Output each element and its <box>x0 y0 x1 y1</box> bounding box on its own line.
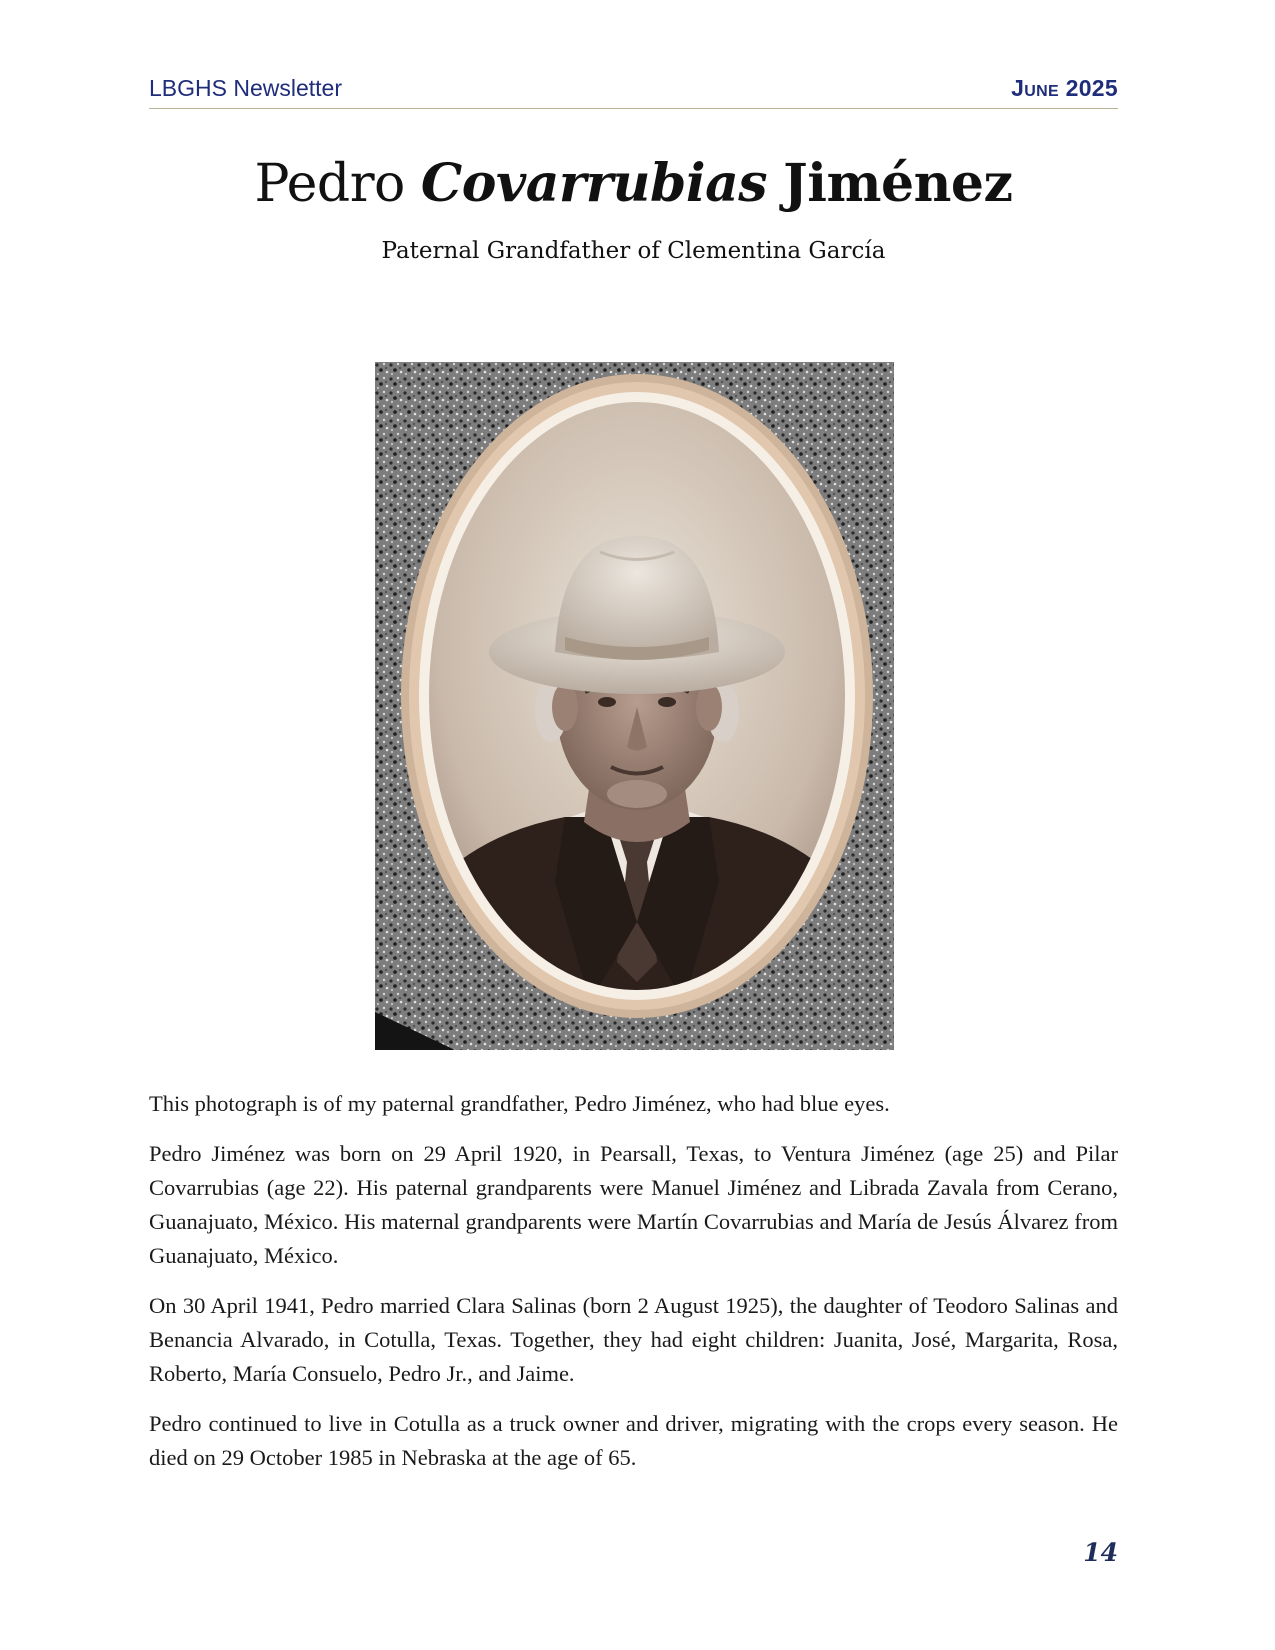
article-subtitle: Paternal Grandfather of Clementina García <box>381 238 886 264</box>
portrait-photograph <box>375 362 894 1050</box>
article-body <box>149 1087 1118 1491</box>
title-given-name: Pedro <box>254 154 405 214</box>
paragraph-photo-caption: This photograph is of my paternal grandfather, Pedro Jiménez, who had blue eyes. <box>149 1091 890 1116</box>
paragraph-death: Pedro continued to live in Cotulla as a truck owner and driver, migrating with the crops every season. He died on 29 October 1985 in Nebraska at the age of 65. <box>149 1411 1118 1470</box>
issue-date: June 2025 <box>1011 75 1118 101</box>
page-header <box>149 72 1118 109</box>
paragraph-birth: Pedro Jiménez was born on 29 April 1920, in Pearsall, Texas, to Ventura Jiménez (age 25) and Pilar Covarrubias (age 22). His paternal grandparents were Manuel Jiménez and Librada Zavala from Cerano, Guanajuato, México. His maternal grandparents were Martín Covarrubias and María de Jesús Álvarez from Guanajuato, México. <box>149 1141 1118 1268</box>
portrait-photo-illustration <box>375 362 894 1050</box>
article-title <box>149 154 1118 215</box>
title-paternal-surname: Covarrubias <box>420 153 768 214</box>
publication-name: LBGHS Newsletter <box>149 75 343 101</box>
page-number: 14 <box>1083 1538 1118 1567</box>
paragraph-marriage: On 30 April 1941, Pedro married Clara Salinas (born 2 August 1925), the daughter of Teodoro Salinas and Benancia Alvarado, in Cotulla, Texas. Together, they had eight children: Juanita, José, Margarita, Rosa, Roberto, María Consuelo, Pedro Jr., and Jaime. <box>149 1293 1118 1386</box>
title-maternal-surname: Jiménez <box>783 153 1013 214</box>
